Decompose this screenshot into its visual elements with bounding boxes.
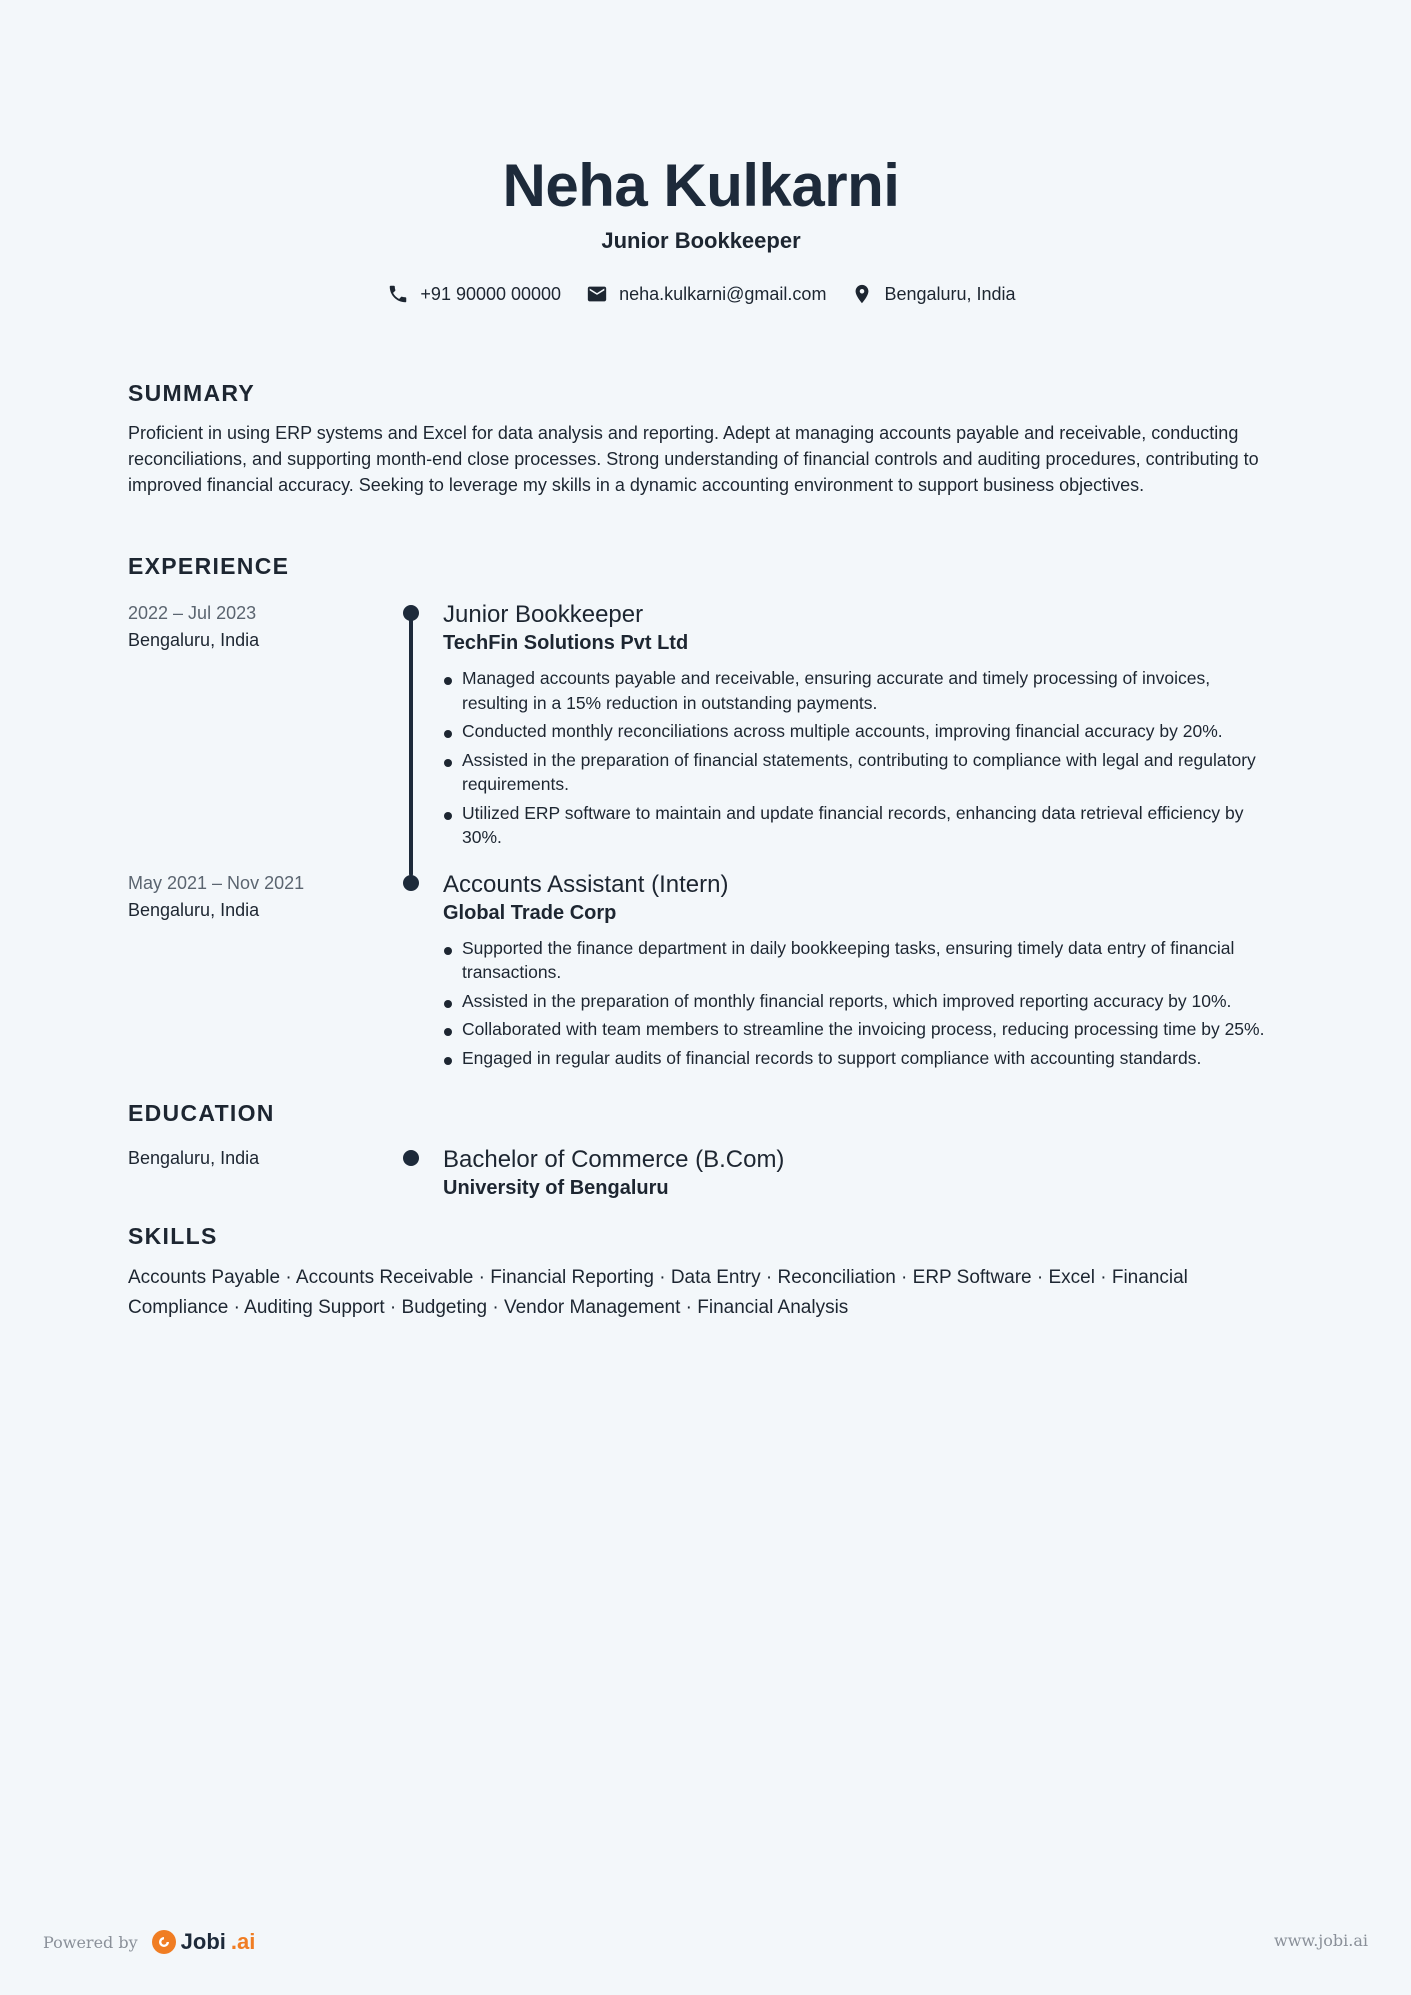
summary-section bbox=[128, 378, 1274, 498]
skills-list: Accounts Payable · Accounts Receivable · Financial Reporting · Data Entry · Reconciliation · ERP Software · Excel · Financial Compliance · Auditing Support · Budgeting · Vendor Management · Financial Analysis bbox=[128, 1267, 1188, 1318]
jobi-logo-icon bbox=[152, 1930, 176, 1954]
achievement-list bbox=[443, 666, 1274, 850]
timeline bbox=[393, 1145, 443, 1201]
experience-dates: 2022 – Jul 2023 bbox=[128, 603, 257, 623]
list-item: Conducted monthly reconciliations across multiple accounts, improving financial accuracy by 20%. bbox=[443, 719, 1274, 744]
degree-title: Bachelor of Commerce (B.Com) bbox=[443, 1146, 785, 1173]
contact-email bbox=[585, 282, 826, 306]
timeline bbox=[393, 600, 443, 854]
summary-heading: SUMMARY bbox=[128, 380, 256, 406]
list-item: Supported the finance department in daily bookkeeping tasks, ensuring timely data entry of financial transactions. bbox=[443, 936, 1274, 985]
list-item: Assisted in the preparation of financial statements, contributing to compliance with legal and regulatory requirements. bbox=[443, 748, 1274, 797]
timeline-line bbox=[409, 614, 413, 876]
job-title: Accounts Assistant (Intern) bbox=[443, 870, 729, 898]
education-heading: EDUCATION bbox=[128, 1100, 275, 1126]
contact-location bbox=[850, 282, 1015, 306]
list-item: Collaborated with team members to streamline the invoicing process, reducing processing time by 25%. bbox=[443, 1017, 1274, 1042]
education-section bbox=[128, 1098, 1274, 1201]
resume-header bbox=[128, 0, 1274, 306]
experience-section bbox=[128, 551, 1274, 1074]
list-item: Utilized ERP software to maintain and update financial records, enhancing data retrieval efficiency by 30%. bbox=[443, 801, 1274, 850]
job-title: Junior Bookkeeper bbox=[443, 601, 644, 628]
footer-branding bbox=[43, 1929, 255, 1955]
skills-section bbox=[128, 1221, 1274, 1323]
company-name: TechFin Solutions Pvt Ltd bbox=[443, 632, 689, 654]
list-item: Assisted in the preparation of monthly financial reports, which improved reporting accuracy by 10%. bbox=[443, 989, 1274, 1014]
experience-heading: EXPERIENCE bbox=[128, 553, 290, 579]
candidate-name: Neha Kulkarni bbox=[502, 152, 900, 219]
experience-item bbox=[128, 870, 1274, 1075]
jobi-logo[interactable] bbox=[152, 1929, 256, 1955]
timeline bbox=[393, 870, 443, 1075]
list-item: Engaged in regular audits of financial records to support compliance with accounting standards. bbox=[443, 1046, 1274, 1071]
company-name: Global Trade Corp bbox=[443, 901, 617, 924]
list-item: Managed accounts payable and receivable, ensuring accurate and timely processing of invoices, resulting in a 15% reduction in outstanding payments. bbox=[443, 666, 1274, 715]
school-name: University of Bengaluru bbox=[443, 1177, 669, 1199]
phone-icon bbox=[386, 282, 410, 306]
location-text: Bengaluru, India bbox=[884, 284, 1016, 304]
contact-phone bbox=[386, 282, 561, 306]
logo-accent-text: .ai bbox=[230, 1929, 256, 1954]
education-location: Bengaluru, India bbox=[128, 1148, 260, 1168]
candidate-title: Junior Bookkeeper bbox=[601, 228, 801, 253]
contact-info bbox=[128, 282, 1274, 306]
summary-text: Proficient in using ERP systems and Excel for data analysis and reporting. Adept at managing accounts payable and receivable, conducting reconciliations, and supporting month-end close processes. Strong understanding of financial controls and auditing procedures, contributing to improved financial accuracy. Seeking to leverage my skills in a dynamic accounting environment to support business objectives. bbox=[128, 423, 1259, 495]
education-item bbox=[128, 1145, 1274, 1201]
experience-item bbox=[128, 600, 1274, 854]
location-icon bbox=[850, 282, 874, 306]
website-link[interactable]: www.jobi.ai bbox=[1274, 1931, 1368, 1950]
experience-location: Bengaluru, India bbox=[128, 899, 260, 920]
experience-dates: May 2021 – Nov 2021 bbox=[128, 872, 305, 893]
email-icon bbox=[585, 282, 609, 306]
resume-page bbox=[128, 0, 1274, 1318]
logo-text: Jobi bbox=[180, 1929, 226, 1954]
powered-by-text: Powered by bbox=[43, 1932, 138, 1952]
email-text: neha.kulkarni@gmail.com bbox=[619, 284, 827, 304]
experience-location: Bengaluru, India bbox=[128, 630, 260, 650]
timeline-dot bbox=[403, 1150, 419, 1166]
achievement-list bbox=[443, 936, 1274, 1071]
timeline-dot bbox=[403, 875, 419, 891]
phone-text: +91 90000 00000 bbox=[420, 284, 562, 304]
skills-heading: SKILLS bbox=[128, 1223, 218, 1249]
